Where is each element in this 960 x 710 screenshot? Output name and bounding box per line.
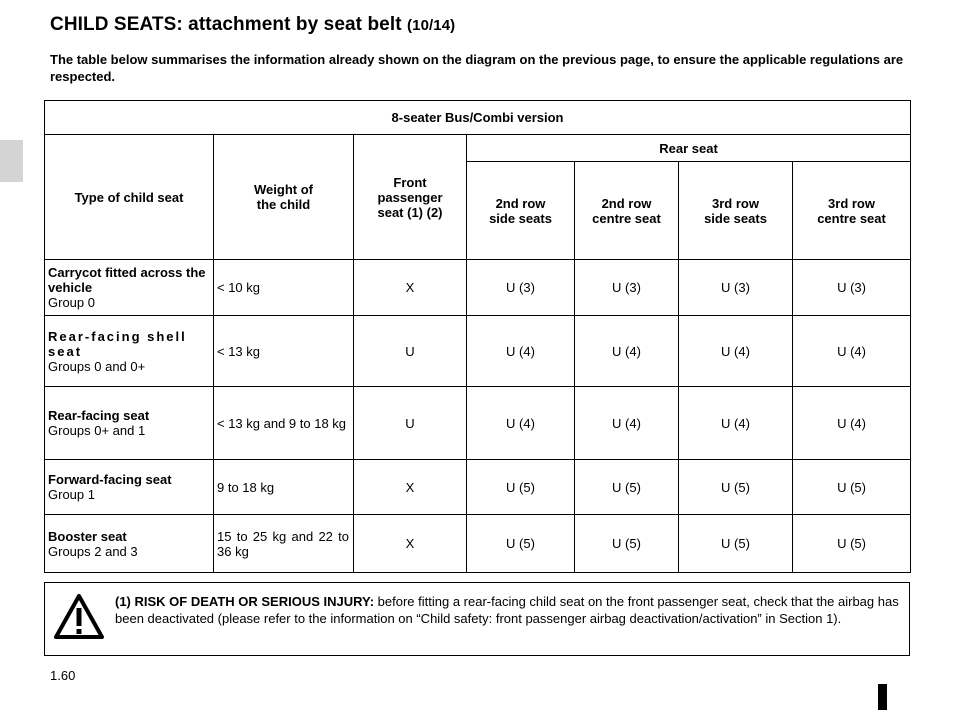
header-rear-col: 2nd row centre seat <box>575 162 679 260</box>
row-weight: < 10 kg <box>214 260 354 316</box>
row-rear: U (3) <box>793 260 911 316</box>
row-front: U <box>354 316 467 387</box>
warning-triangle-icon <box>53 593 105 641</box>
row-type: Rear-facing shell seat Groups 0 and 0+ <box>45 316 214 387</box>
row-front: U <box>354 387 467 460</box>
warning-box <box>44 582 910 656</box>
header-rear-col: 2nd row side seats <box>467 162 575 260</box>
title-part: (10/14) <box>407 17 456 34</box>
table-row <box>45 316 911 387</box>
row-rear: U (4) <box>575 387 679 460</box>
table-caption: 8-seater Bus/Combi version <box>45 101 911 135</box>
row-rear: U (4) <box>575 316 679 387</box>
row-rear: U (4) <box>467 316 575 387</box>
child-seat-table <box>44 100 910 572</box>
header-rear-col: 3rd row centre seat <box>793 162 911 260</box>
row-type: Forward-facing seat Group 1 <box>45 460 214 515</box>
row-front: X <box>354 460 467 515</box>
row-front: X <box>354 260 467 316</box>
row-rear: U (5) <box>793 515 911 573</box>
row-rear: U (5) <box>467 460 575 515</box>
row-rear: U (4) <box>793 316 911 387</box>
table-row <box>45 387 911 460</box>
row-type: Booster seat Groups 2 and 3 <box>45 515 214 573</box>
row-rear: U (3) <box>679 260 793 316</box>
row-front: X <box>354 515 467 573</box>
header-front: Front passenger seat (1) (2) <box>354 135 467 260</box>
header-rear: Rear seat <box>467 135 911 162</box>
row-rear: U (4) <box>679 316 793 387</box>
header-rear-col: 3rd row side seats <box>679 162 793 260</box>
row-weight: 15 to 25 kg and 22 to 36 kg <box>214 515 354 573</box>
row-weight: 9 to 18 kg <box>214 460 354 515</box>
page-title <box>50 14 455 36</box>
row-rear: U (3) <box>575 260 679 316</box>
row-type: Carrycot fitted across the vehicle Group 0 <box>45 260 214 316</box>
section-tab <box>0 140 23 182</box>
header-weight: Weight of the child <box>214 135 354 260</box>
intro-paragraph: The table below summarises the information already shown on the diagram on the previous page, to ensure the applicable regulations are respected. <box>50 52 904 84</box>
row-weight: < 13 kg <box>214 316 354 387</box>
header-type: Type of child seat <box>45 135 214 260</box>
warning-text <box>115 593 905 627</box>
row-rear: U (5) <box>793 460 911 515</box>
warning-body: before fitting a rear-facing child seat on the front passenger seat, check that the airbag has been deactivated (please refer to the information on “Child safety: front passenger airbag deactivation/activation” in Section 1). <box>115 594 899 626</box>
row-rear: U (3) <box>467 260 575 316</box>
table-row <box>45 515 911 573</box>
corner-mark <box>878 684 887 710</box>
row-rear: U (5) <box>679 460 793 515</box>
table-row <box>45 460 911 515</box>
table-row <box>45 260 911 316</box>
row-rear: U (4) <box>467 387 575 460</box>
row-weight: < 13 kg and 9 to 18 kg <box>214 387 354 460</box>
page-number: 1.60 <box>50 668 76 683</box>
row-rear: U (5) <box>679 515 793 573</box>
warning-heading: (1) RISK OF DEATH OR SERIOUS INJURY: <box>115 594 375 609</box>
row-rear: U (5) <box>575 460 679 515</box>
row-rear: U (4) <box>679 387 793 460</box>
row-rear: U (5) <box>575 515 679 573</box>
row-rear: U (5) <box>467 515 575 573</box>
row-rear: U (4) <box>793 387 911 460</box>
title-main: CHILD SEATS: attachment by seat belt <box>50 14 402 35</box>
row-type: Rear-facing seat Groups 0+ and 1 <box>45 387 214 460</box>
